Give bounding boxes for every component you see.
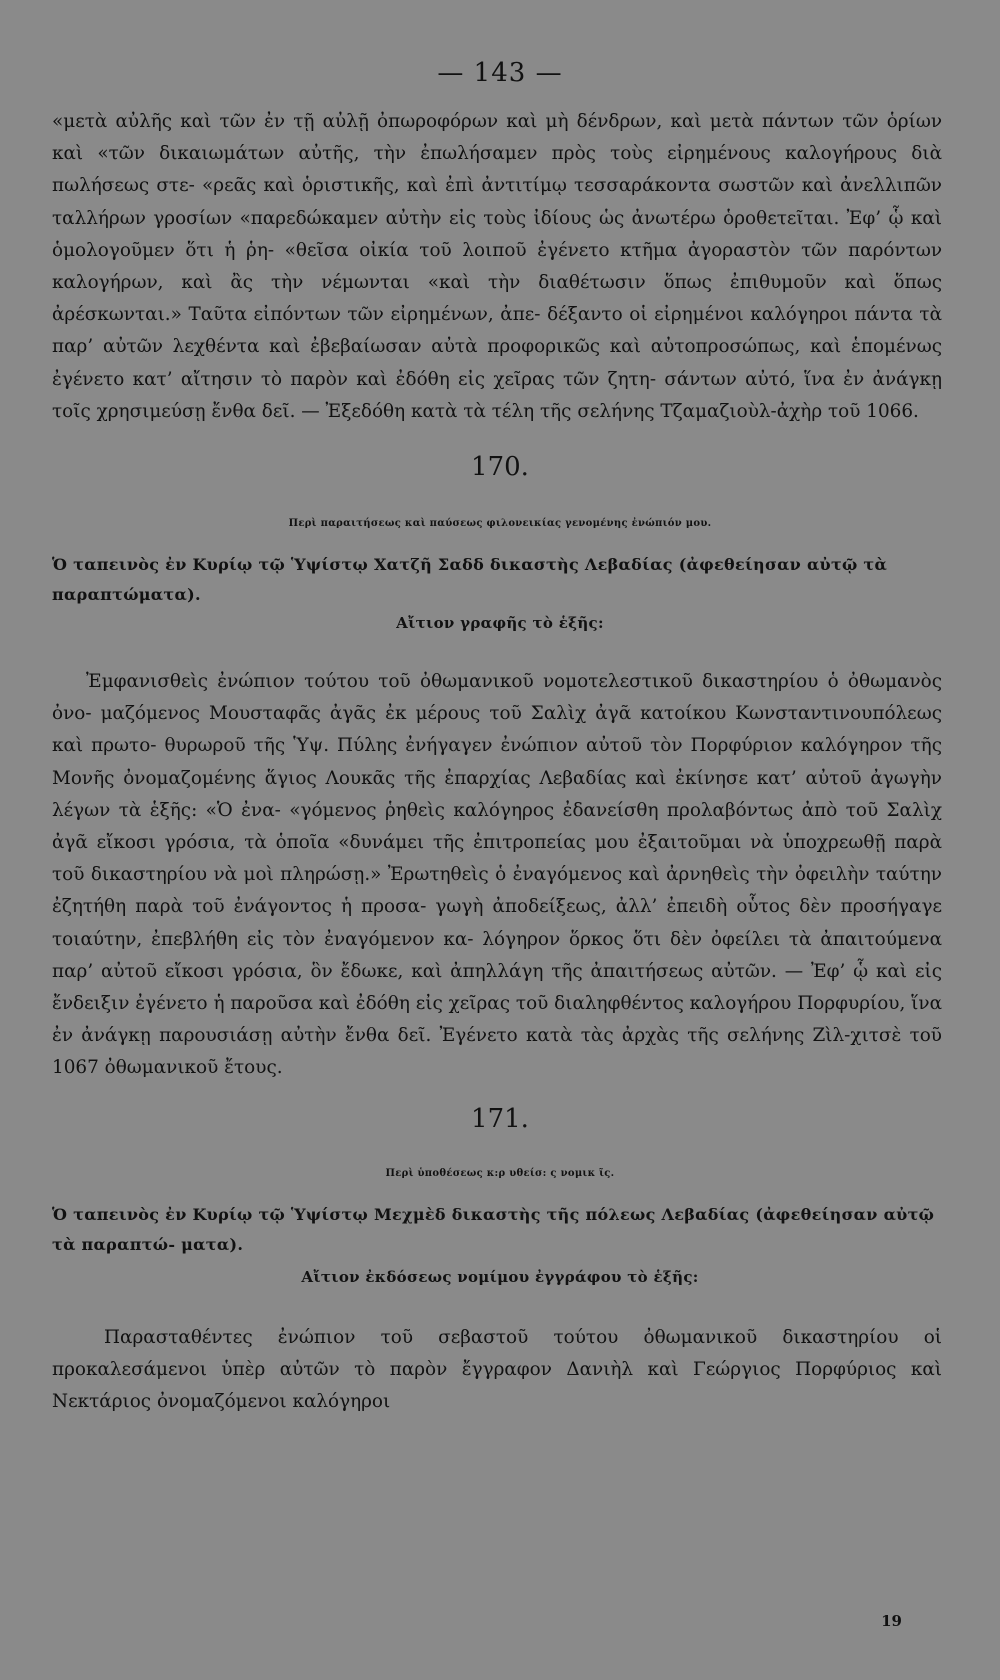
section-171-number: 171. <box>471 1104 529 1134</box>
section-170-heading: Ὁ ταπεινὸς ἐν Κυρίῳ τῷ Ὑψίστῳ Χατζῆ Σαδδ δικαστὴς Λεβαδίας (ἀφεθείησαν αὐτῷ τὰ παραπτώματα). <box>52 555 888 604</box>
section-170-subject: Περὶ παραιτήσεως καὶ παύσεως φιλονεικίας γενομένης ἐνώπιόν μου. <box>288 518 712 529</box>
section-171-cause: Αἴτιον ἐκδόσεως νομίμου ἐγγράφου τὸ ἑξῆς: <box>301 1268 699 1286</box>
continuation-paragraph: «μετὰ αὐλῆς καὶ τῶν ἐν τῇ αὐλῇ ὀπωροφόρων καὶ μὴ δένδρων, καὶ μετὰ πάντων τῶν ὁρίων καὶ «τῶν δικαιωμάτων αὐτῆς, τὴν ἐπωλήσαμεν πρὸς τοὺς εἰρημένους καλογήρους διὰ πωλήσεως στε- «ρεᾶς καὶ ὁριστικῆς, καὶ ἐπὶ ἀντιτίμῳ τεσσαράκοντα σωστῶν καὶ ἀνελλιπῶν ταλλήρων γροσίων «παρεδώκαμεν αὐτὴν εἰς τοὺς ἰδίους ὡς ἀνωτέρω ὁροθετεῖται. Ἐφ’ ᾧ καὶ ὁμολογοῦμεν ὅτι ἡ ῥη- «θεῖσα οἰκία τοῦ λοιποῦ ἐγένετο κτῆμα ἀγοραστὸν τῶν παρόντων καλογήρων, καὶ ἂς τὴν νέμωνται «καὶ τὴν διαθέτωσιν ὅπως ἐπιθυμοῦν καὶ ὅπως ἀρέσκωνται.» Ταῦτα εἰπόντων τῶν εἰρημένων, ἀπε- δέξαντο οἱ εἰρημένοι καλόγηροι πάντα τὰ παρ’ αὐτῶν λεχθέντα καὶ ἐβεβαίωσαν αὐτὰ προφορικῶς καὶ αὐτοπροσώπως, καὶ ἑπομένως ἐγένετο κατ’ αἴτησιν τὸ παρὸν καὶ ἐδόθη εἰς χεῖρας τῶν ζητη- σάντων αὐτό, ἵνα ἐν ἀνάγκῃ τοῖς χρησιμεύσῃ ἔνθα δεῖ. — Ἐξεδόθη κατὰ τὰ τέλη τῆς σελήνης Τζαμαζιοὺλ-ἀχὴρ τοῦ 1066. <box>52 111 942 422</box>
section-170-heading-block <box>52 550 942 610</box>
section-171-subject: Περὶ ὑποθέσεως κ:ρ υθείσ: ς νομικ ῖς. <box>385 1168 615 1179</box>
section-171-body: Παρασταθέντες ἐνώπιον τοῦ σεβαστοῦ τούτου ὀθωμανικοῦ δικαστηρίου οἱ προκαλεσάμενοι ὑπὲρ αὐτῶν τὸ παρὸν ἔγγραφον Δανιὴλ καὶ Γεώργιος Πορφύριος καὶ Νεκτάριος ὀνομαζόμενοι καλόγηροι <box>52 1327 942 1413</box>
section-171-heading-block <box>52 1200 942 1260</box>
section-171-body-block <box>52 1322 942 1419</box>
section-170-body-block <box>52 666 942 1085</box>
section-171-heading: Ὁ ταπεινὸς ἐν Κυρίῳ τῷ Ὑψίστῳ Μεχμὲδ δικαστὴς τῆς πόλεως Λεβαδίας (ἀφεθείησαν αὐτῷ τὰ παραπτώ- ματα). <box>52 1205 935 1254</box>
section-170-number: 170. <box>471 452 529 482</box>
sheet-mark: 19 <box>881 1612 902 1630</box>
continuation-text-block <box>52 106 942 428</box>
section-170-body: Ἐμφανισθεὶς ἐνώπιον τούτου τοῦ ὀθωμανικοῦ νομοτελεστικοῦ δικαστηρίου ὁ ὀθωμανὸς ὀνο- μαζόμενος Μουσταφᾶς ἀγᾶς ἐκ μέρους τοῦ Σαλὶχ ἀγᾶ κατοίκου Κωνσταντινουπόλεως καὶ πρωτο- θυρωροῦ τῆς Ὑψ. Πύλης ἐνήγαγεν ἐνώπιον αὐτοῦ τὸν Πορφύριον καλόγηρον τῆς Μονῆς ὀνομαζομένης ἅγιος Λουκᾶς τῆς ἐπαρχίας Λεβαδίας καὶ ἐκίνησε κατ’ αὐτοῦ ἀγωγὴν λέγων τὰ ἑξῆς: «Ὁ ἐνα- «γόμενος ῥηθεὶς καλόγηρος ἐδανείσθη προλαβόντως ἀπὸ τοῦ Σαλὶχ ἀγᾶ εἴκοσι γρόσια, τὰ ὁποῖα «δυνάμει τῆς ἐπιτροπείας μου ἐξαιτοῦμαι νὰ ὑποχρεωθῇ παρὰ τοῦ δικαστηρίου νὰ μοὶ πληρώσῃ.» Ἐρωτηθεὶς ὁ ἐναγόμενος καὶ ἀρνηθεὶς τὴν ὀφειλὴν ταύτην ἐζητήθη παρὰ τοῦ ἐνάγοντος ἡ προσα- γωγὴ ἀποδείξεως, ἀλλ’ ἐπειδὴ οὗτος δὲν προσήγαγε τοιαύτην, ἐπεβλήθη εἰς τὸν ἐναγόμενον κα- λόγηρον ὅρκος ὅτι δὲν ὀφείλει τὰ ἀπαιτούμενα παρ’ αὐτοῦ εἴκοσι γρόσια, ὃν ἔδωκε, καὶ ἀπηλλάγη τῆς ἀπαιτήσεως αὐτῶν. — Ἐφ’ ᾧ καὶ εἰς ἔνδειξιν ἐγένετο ἡ παροῦσα καὶ ἐδόθη εἰς χεῖρας τοῦ διαληφθέντος καλογήρου Πορφυρίου, ἵνα ἐν ἀνάγκῃ παρουσιάσῃ αὐτὴν ἔνθα δεῖ. Ἐγένετο κατὰ τὰς ἀρχὰς τῆς σελήνης Ζὶλ-χιτσὲ τοῦ 1067 ὀθωμανικοῦ ἔτους. <box>52 671 942 1079</box>
page-number: — 143 — <box>437 58 563 88</box>
section-170-cause: Αἴτιον γραφῆς τὸ ἑξῆς: <box>396 614 604 632</box>
